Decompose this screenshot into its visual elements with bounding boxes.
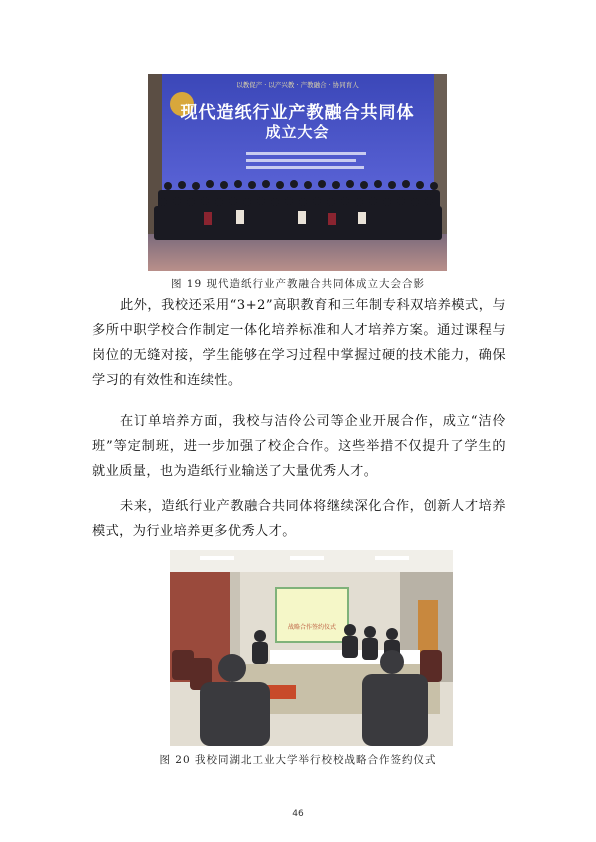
figure-19-title-line2: 成立大会	[265, 123, 330, 141]
figure-19-photo	[148, 74, 447, 271]
figure-19-banner-top: 以教促产 · 以产兴教 · 产教融合 · 协同育人	[236, 81, 359, 89]
paragraph-3: 未来，造纸行业产教融合共同体将继续深化合作，创新人才培养模式，为行业培养更多优秀人才。	[92, 499, 506, 539]
figure-20-scene	[170, 550, 453, 746]
figure-20-photo	[170, 550, 453, 746]
page-number: 46	[292, 809, 304, 819]
paragraph-2: 在订单培养方面，我校与洁伶公司等企业开展合作，成立“洁伶班”等定制班，进一步加强了校企合作。这些举措不仅提升了学生的就业质量，也为造纸行业输送了大量优秀人才。	[92, 414, 506, 479]
figure-19-title-line1: 现代造纸行业产教融合共同体	[180, 103, 415, 123]
figure-19-caption: 图 19 现代造纸行业产教融合共同体成立大会合影	[170, 278, 426, 290]
paragraph-1: 此外，我校还采用“3+2”高职教育和三年制专科双培养模式，与多所中职学校合作制定一体化培养标准和人才培养方案。通过课程与岗位的无缝对接，学生能够在学习过程中掌握过硬的技术能力，确保学习的有效性和连续性。	[92, 298, 506, 388]
figure-20-screen-title: 战略合作签约仪式	[287, 624, 336, 631]
figure-20-caption: 图 20 我校同湖北工业大学举行校校战略合作签约仪式	[159, 754, 437, 766]
